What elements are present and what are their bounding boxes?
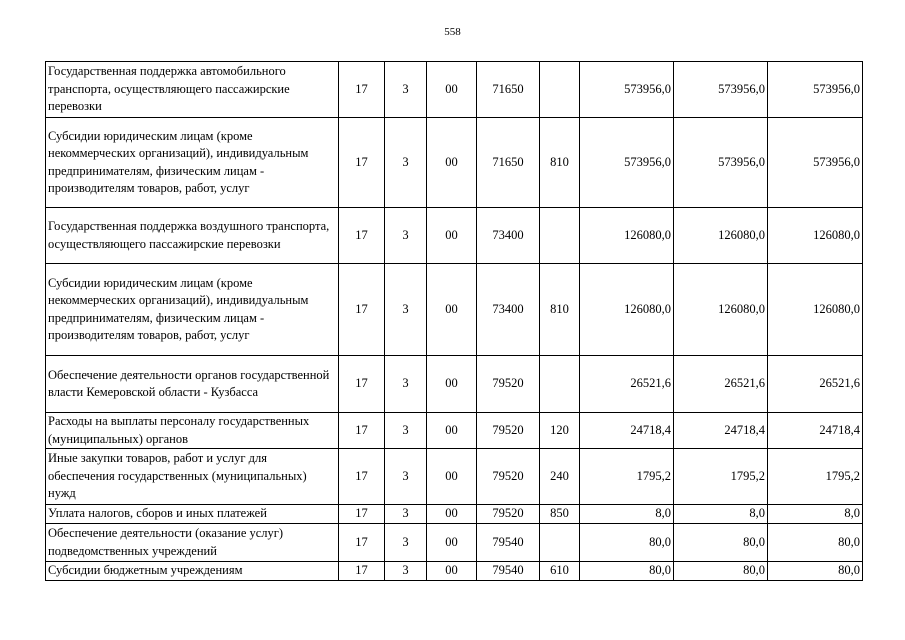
expense-type-code: 120: [540, 413, 580, 449]
subsection-code: 3: [385, 62, 427, 118]
row-name: Расходы на выплаты персоналу государственных (муниципальных) органов: [46, 413, 339, 449]
table-row: [46, 449, 863, 505]
section-code: 17: [339, 208, 385, 264]
year1-amount: 126080,0: [580, 208, 674, 264]
article-code: 79520: [477, 449, 540, 505]
article-code: 71650: [477, 62, 540, 118]
row-name: Иные закупки товаров, работ и услуг для обеспечения государственных (муниципальных) нужд: [46, 449, 339, 505]
year3-amount: 573956,0: [768, 62, 863, 118]
year3-amount: 24718,4: [768, 413, 863, 449]
row-name: Государственная поддержка автомобильного транспорта, осуществляющего пассажирские перевозки: [46, 62, 339, 118]
year2-amount: 573956,0: [674, 118, 768, 208]
expense-type-code: 610: [540, 562, 580, 581]
year1-amount: 126080,0: [580, 264, 674, 356]
row-name: Субсидии юридическим лицам (кроме некоммерческих организаций), индивидуальным предпринимателям, физическим лицам - производителям товаров, работ, услуг: [46, 118, 339, 208]
subsection-code: 3: [385, 505, 427, 524]
section-code: 17: [339, 524, 385, 562]
table-row: [46, 208, 863, 264]
year2-amount: 24718,4: [674, 413, 768, 449]
year3-amount: 1795,2: [768, 449, 863, 505]
program-code: 00: [427, 449, 477, 505]
article-code: 79520: [477, 505, 540, 524]
year3-amount: 80,0: [768, 562, 863, 581]
year2-amount: 80,0: [674, 562, 768, 581]
year1-amount: 24718,4: [580, 413, 674, 449]
article-code: 73400: [477, 208, 540, 264]
subsection-code: 3: [385, 118, 427, 208]
article-code: 79520: [477, 413, 540, 449]
expense-type-code: [540, 62, 580, 118]
year1-amount: 8,0: [580, 505, 674, 524]
subsection-code: 3: [385, 413, 427, 449]
year2-amount: 8,0: [674, 505, 768, 524]
year3-amount: 126080,0: [768, 264, 863, 356]
year2-amount: 80,0: [674, 524, 768, 562]
row-name: Субсидии юридическим лицам (кроме некоммерческих организаций), индивидуальным предпринимателям, физическим лицам - производителям товаров, работ, услуг: [46, 264, 339, 356]
year2-amount: 126080,0: [674, 208, 768, 264]
row-name: Уплата налогов, сборов и иных платежей: [46, 505, 339, 524]
row-name: Обеспечение деятельности (оказание услуг) подведомственных учреждений: [46, 524, 339, 562]
row-name: Обеспечение деятельности органов государственной власти Кемеровской области - Кузбасса: [46, 356, 339, 413]
row-name: Государственная поддержка воздушного транспорта, осуществляющего пассажирские перевозки: [46, 208, 339, 264]
year2-amount: 1795,2: [674, 449, 768, 505]
table-row: [46, 62, 863, 118]
expense-type-code: 240: [540, 449, 580, 505]
program-code: 00: [427, 356, 477, 413]
expense-type-code: [540, 524, 580, 562]
year3-amount: 573956,0: [768, 118, 863, 208]
page-number: 558: [444, 26, 461, 38]
program-code: 00: [427, 413, 477, 449]
year3-amount: 80,0: [768, 524, 863, 562]
section-code: 17: [339, 505, 385, 524]
expense-type-code: [540, 356, 580, 413]
subsection-code: 3: [385, 208, 427, 264]
subsection-code: 3: [385, 562, 427, 581]
article-code: 71650: [477, 118, 540, 208]
section-code: 17: [339, 62, 385, 118]
expense-type-code: 810: [540, 118, 580, 208]
year2-amount: 126080,0: [674, 264, 768, 356]
article-code: 79540: [477, 562, 540, 581]
program-code: 00: [427, 118, 477, 208]
expense-type-code: 850: [540, 505, 580, 524]
section-code: 17: [339, 118, 385, 208]
subsection-code: 3: [385, 356, 427, 413]
program-code: 00: [427, 524, 477, 562]
year3-amount: 26521,6: [768, 356, 863, 413]
article-code: 79520: [477, 356, 540, 413]
year1-amount: 1795,2: [580, 449, 674, 505]
table-row: [46, 505, 863, 524]
year3-amount: 8,0: [768, 505, 863, 524]
section-code: 17: [339, 413, 385, 449]
year2-amount: 26521,6: [674, 356, 768, 413]
article-code: 79540: [477, 524, 540, 562]
expense-type-code: [540, 208, 580, 264]
program-code: 00: [427, 208, 477, 264]
subsection-code: 3: [385, 264, 427, 356]
expense-type-code: 810: [540, 264, 580, 356]
row-name: Субсидии бюджетным учреждениям: [46, 562, 339, 581]
table-row: [46, 413, 863, 449]
table-row: [46, 524, 863, 562]
table-row: [46, 118, 863, 208]
program-code: 00: [427, 505, 477, 524]
budget-table: [45, 61, 863, 581]
year3-amount: 126080,0: [768, 208, 863, 264]
year1-amount: 80,0: [580, 562, 674, 581]
table-row: [46, 356, 863, 413]
program-code: 00: [427, 562, 477, 581]
program-code: 00: [427, 62, 477, 118]
table-row: [46, 562, 863, 581]
section-code: 17: [339, 356, 385, 413]
article-code: 73400: [477, 264, 540, 356]
subsection-code: 3: [385, 449, 427, 505]
year2-amount: 573956,0: [674, 62, 768, 118]
section-code: 17: [339, 562, 385, 581]
year1-amount: 80,0: [580, 524, 674, 562]
table-row: [46, 264, 863, 356]
year1-amount: 26521,6: [580, 356, 674, 413]
program-code: 00: [427, 264, 477, 356]
section-code: 17: [339, 264, 385, 356]
section-code: 17: [339, 449, 385, 505]
subsection-code: 3: [385, 524, 427, 562]
year1-amount: 573956,0: [580, 62, 674, 118]
year1-amount: 573956,0: [580, 118, 674, 208]
